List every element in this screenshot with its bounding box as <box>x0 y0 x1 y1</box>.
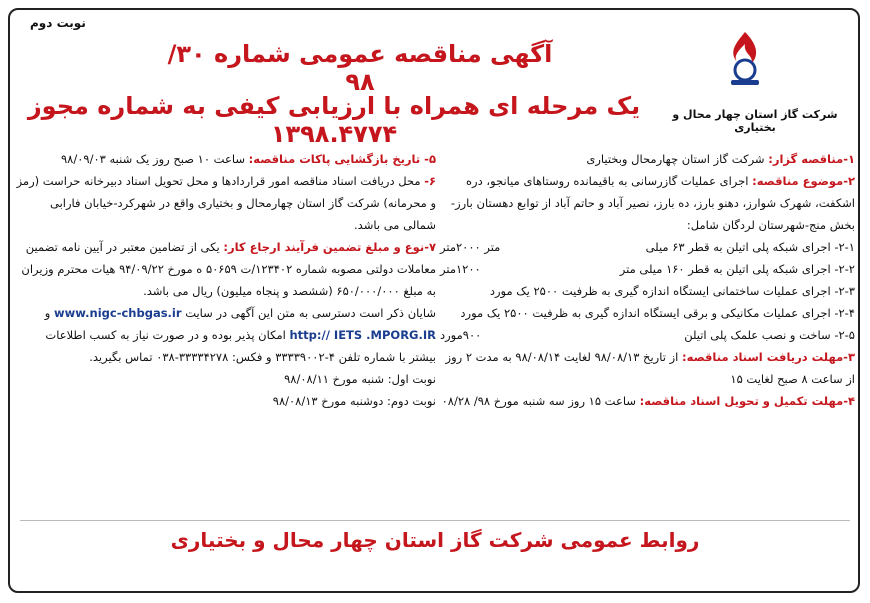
section-6 <box>16 170 436 236</box>
tender-subtitle: یک مرحله ای همراه با ارزیابی کیفی به شماره مجوز ۱۳۹۸.۴۷۷۴ <box>27 92 641 148</box>
section-4-text: ساعت ۱۵ روز سه شنبه مورخ ۹۸/ ۰۸/۲۸ <box>441 394 636 408</box>
left-column <box>16 148 436 412</box>
list-item: ۲-۲- اجرای شبکه پلی اتیلن به قطر ۱۶۰ میلی متر ۱۲۰۰متر <box>440 262 855 276</box>
section-7-text: یکی از تضامین معتبر در آیین نامه تضمین معاملات دولتی مصوبه شماره ۱۲۳۴۰۲/ت ۵۰۶۵۹ ه مورخ ۹۴/۰۹/۲۲ هیات محترم وزیران به مبلغ ۶۵۰/۰۰۰/۰۰۰ (ششصد و پنجاه میلیون) ریال می باشد. <box>21 240 436 298</box>
section-6-text: محل دریافت اسناد مناقصه امور قراردادها و محل تحویل اسناد دبیرخانه حراست (رمز و محرمانه) شرکت گاز استان چهارمحال و بختیاری واقع در شهرکرد-خیابان فارابی شمالی می باشد. <box>16 174 436 232</box>
section-2-text: اجرای عملیات گازرسانی به باقیمانده روستاهای میانجو، دره اشکفت، شهرک شوارز، دهنو بارز، ده بارز، نصیر آباد و حاتم آباد از توابع دهستان بارز- بخش منج-شهرستان لردگان شامل: <box>450 174 855 232</box>
section-2 <box>440 170 855 236</box>
section-4 <box>440 390 855 412</box>
section-3-label: ۳-مهلت دریافت اسناد مناقصه: <box>682 350 855 364</box>
section-7 <box>16 236 436 302</box>
list-item: ۲-۳- اجرای عملیات ساختمانی ایستگاه اندازه گیری به ظرفیت ۲۵۰۰ یک مورد <box>489 284 855 298</box>
section-5-label: ۵- تاریخ بازگشایی پاکات مناقصه: <box>248 152 436 166</box>
gas-company-flame-logo-icon <box>715 28 775 88</box>
public-relations-footer: روابط عمومی شرکت گاز استان چهار محال و بختیاری <box>170 528 700 552</box>
section-8 <box>16 302 436 368</box>
section-8-text-c: امکان پذیر بوده و در صورت نیاز به کسب اطلاعات بیشتر با شماره تلفن ۴-۳۳۳۳۹۰۰۲ و فکس: ۳۳۳۳۴۲۷۸-۰۳۸ تماس بگیرید. <box>45 328 436 364</box>
section-2-label: ۲-موضوع مناقصه: <box>752 174 855 188</box>
section-3 <box>440 346 855 390</box>
section-3-text: از تاریخ ۹۸/۰۸/۱۳ لغایت ۹۸/۰۸/۱۴ به مدت ۲ روز از ساعت ۸ صبح لغایت ۱۵ <box>445 350 855 386</box>
list-item: ۲-۴- اجرای عملیات مکانیکی و برقی ایستگاه اندازه گیری به ظرفیت ۲۵۰۰ یک مورد <box>460 306 855 320</box>
section-7-label: ۷-نوع و مبلغ تضمین فرآیند ارجاع کار: <box>223 240 436 254</box>
footer-divider <box>20 520 850 521</box>
company-name: شرکت گاز استان چهار محال و بختیاری <box>672 108 838 134</box>
round-label: نوبت دوم <box>30 16 86 30</box>
section-8-text-a: شایان ذکر است دسترسی به متن این آگهی در سایت <box>185 306 436 320</box>
section-6-label: ۶- <box>424 174 436 188</box>
tender-title: آگهی مناقصه عمومی شماره ۳۰/ ۹۸ <box>167 40 553 96</box>
right-column <box>440 148 855 412</box>
website-link-nigc[interactable]: www.nigc-chbgas.ir <box>54 306 182 320</box>
second-run-date: نوبت دوم: دوشنبه مورخ ۹۸/۰۸/۱۳ <box>272 394 436 408</box>
website-link-iets[interactable]: http:// IETS .MPORG.IR <box>289 328 436 342</box>
section-1-label: ۱-مناقصه گزار: <box>768 152 855 166</box>
first-run-date: نوبت اول: شنبه مورخ ۹۸/۰۸/۱۱ <box>284 372 436 386</box>
section-1-text: شرکت گاز استان چهارمحال وبختیاری <box>586 152 765 166</box>
section-4-label: ۴-مهلت تکمیل و تحویل اسناد مناقصه: <box>639 394 855 408</box>
section-5 <box>16 148 436 170</box>
section-5-text: ساعت ۱۰ صبح روز یک شنبه ۹۸/۰۹/۰۳ <box>61 152 245 166</box>
section-1 <box>440 148 855 170</box>
section-8-text-b: و <box>44 306 51 320</box>
list-item: ۲-۱- اجرای شبکه پلی اتیلن به قطر ۶۳ میلی متر ۲۰۰۰متر <box>440 240 855 254</box>
list-item: ۲-۵- ساخت و نصب علمک پلی اتیلن ۹۰۰مورد <box>440 328 855 342</box>
